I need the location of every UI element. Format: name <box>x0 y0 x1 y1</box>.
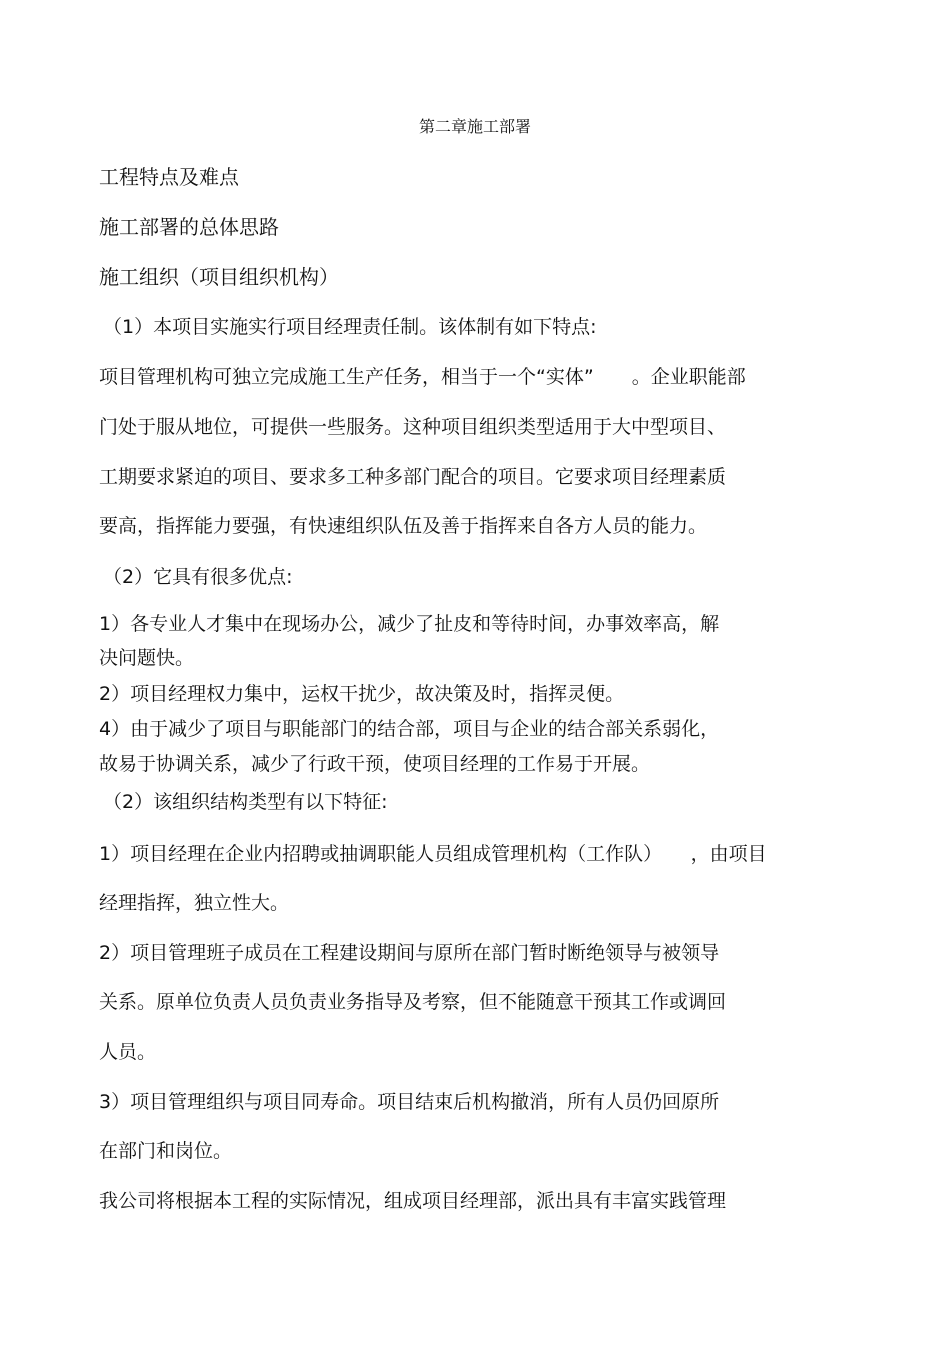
text-line: 门处于服从地位，可提供一些服务。这种项目组织类型适用于大中型项目、 <box>99 416 727 438</box>
text-line: 工期要求紧迫的项目、要求多工种多部门配合的项目。它要求项目经理素质 <box>99 466 727 488</box>
text-line: 3）项目管理组织与项目同寿命。项目结束后机构撤消，所有人员仍回原所 <box>99 1091 720 1113</box>
text-line: （2）该组织结构类型有以下特征: <box>103 791 388 813</box>
chapter-title: 第二章施工部署 <box>418 117 531 136</box>
text-line: （2）它具有很多优点: <box>103 566 293 588</box>
heading-deployment-approach: 施工部署的总体思路 <box>99 215 279 239</box>
text-line: 项目管理机构可独立完成施工生产任务，相当于一个“实体” 。企业职能部 <box>99 366 746 388</box>
text-line: 故易于协调关系，减少了行政干预，使项目经理的工作易于开展。 <box>99 753 651 775</box>
text-line: 要高，指挥能力要强，有快速组织队伍及善于指挥来自各方人员的能力。 <box>99 515 708 537</box>
text-line: 经理指挥，独立性大。 <box>99 892 290 914</box>
text-line: 关系。原单位负责人员负责业务指导及考察，但不能随意干预其工作或调回 <box>99 991 727 1013</box>
heading-construction-organization: 施工组织（项目组织机构） <box>99 265 339 289</box>
text-line: 我公司将根据本工程的实际情况，组成项目经理部，派出具有丰富实践管理 <box>99 1190 727 1212</box>
text-line: 1）项目经理在企业内招聘或抽调职能人员组成管理机构（工作队） ，由项目 <box>99 843 767 865</box>
text-line: 1）各专业人才集中在现场办公，减少了扯皮和等待时间，办事效率高，解 <box>99 613 720 635</box>
text-line: 在部门和岗位。 <box>99 1140 233 1162</box>
text-line: 决问题快。 <box>99 647 195 669</box>
text-line: 2）项目管理班子成员在工程建设期间与原所在部门暂时断绝领导与被领导 <box>99 942 720 964</box>
text-line: 人员。 <box>99 1041 157 1063</box>
text-line: 4）由于减少了项目与职能部门的结合部，项目与企业的结合部关系弱化， <box>99 718 720 740</box>
text-line: （1）本项目实施实行项目经理责任制。该体制有如下特点: <box>103 316 597 338</box>
heading-project-features: 工程特点及难点 <box>99 165 239 189</box>
text-line: 2）项目经理权力集中，运权干扰少，故决策及时，指挥灵便。 <box>99 683 625 705</box>
